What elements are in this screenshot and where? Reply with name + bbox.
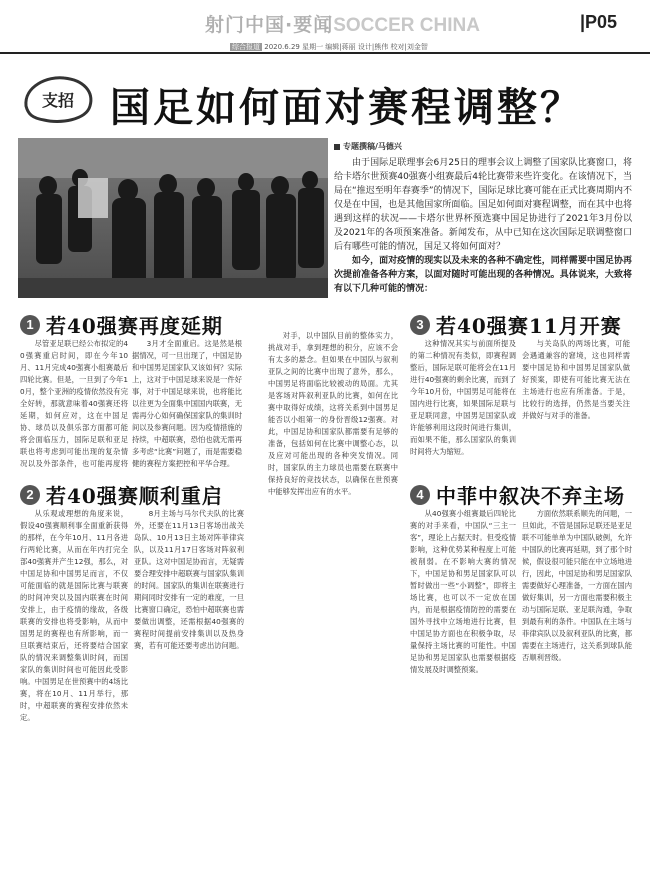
section-title-en: SOCCER CHINA bbox=[333, 15, 480, 36]
section-4-number: 4 bbox=[410, 485, 430, 505]
page-number: |P05 bbox=[580, 12, 618, 32]
section-tag: 综合报道 bbox=[232, 43, 260, 51]
intro-paragraph-1: 由于国际足联理事会6月25日的理事会议上调整了国家队比赛窗口，将给卡塔尔世预赛40强赛小组赛最后4轮比赛带来些许变化。在该情况下，当局在“推迟至明年春赛季”的情况下，国际足球比赛可能在正式比赛周期内不仅是在中国，也是其他国家所面临。国足如何面对赛程调整，而在其中也将遇到这样的状况——卡塔尔世界杯预选赛中国足协进行了2021年3月份以及2021年的各项预案准备。新闻发布，从中已知在这次国际足联调整窗口后有哪些可能的情况，国足又将如何面对？ bbox=[334, 158, 632, 252]
section-2-column-3: 对手，以中国队目前的整体实力，挑战对手，拿到理想的积分，应该不会有太多的悬念。但如果在中国队与叙利亚队之间的比赛中出现了意外，那么，中国男足将面临比较被动的局面。尤其是客场对阵叙利亚队的比赛，如何在比赛中取得好成绩，这将关系到中国男足能否以小组第一的身份晋级12强赛。对此，中国足协和国家队都需要有足够的准备，包括如何在比赛中调整心态，以及应对可能出现的各种突发情况。同时，国家队的主力球员也需要在联赛中保持良好的竞技状态，以确保在世预赛中能够发挥出应有的水平。 bbox=[268, 331, 398, 496]
section-2-column-1: 从乐观或理想的角度来说，假设40强赛顺利事全面重新获得的那样，在今年10月、11月各进行两轮比赛，从而在年内打完全部40强赛并产生12强，那么，对中国足协和中国男足而言，不仅可能面临的就是国际比赛与联赛的时间冲突以及国内联赛在时间安排上，由于疫情的缘故，各级联赛的安排也将受影响，从而中国男足的赛程也有所影响，而一旦联赛结束后，还将要结合国家队的情况来调整集训时间，而国家队的集训时间也可能因此受影响。中国男足在世预赛中的4场比赛，将在10月、11月举行，那时，中超联赛的赛程安排依然未定。 bbox=[20, 509, 128, 722]
section-2-heading bbox=[20, 480, 223, 509]
issue-meta bbox=[230, 42, 428, 52]
section-4-heading bbox=[410, 480, 625, 509]
team-photo bbox=[18, 138, 328, 298]
intro bbox=[334, 156, 632, 296]
section-3-column-1: 这种情况其实与前面所提及的第二种情况有类似，即赛程调整后，国际足联可能将会在11月进行40强赛的剩余比赛，而到了今年10月份，中国男足可能将在国内进行比赛，如果国际足联与亚足联同意，中国男足国家队或许能够利用这段时间进行集训，而如果不能，那么国家队的集训时间将大为缩短。 bbox=[410, 339, 516, 456]
section-4-column-1: 从40强赛小组赛最后四轮比赛的对手来看，中国队“三主一客”，理论上占据天时。但受疫情影响，这种优势某种程度上可能被削弱。在不影响大赛的情况下，中国足协和男足国家队可以暂时做出一些“小调整”，即将主场比赛，也可以不一定放在国内，而是根据疫情防控的需要在国外寻找中立场地进行比赛，但中国足协方面也在积极争取，尽量保持主场比赛的可能性。中国足协和男足国家队也需要根据疫情发展及时调整预案。 bbox=[410, 509, 516, 674]
badge-logo bbox=[20, 68, 98, 128]
section-2-column-2: 8月主场与马尔代夫队的比赛外，还要在11月13日客场出战关岛队、10月13日主场对阵菲律宾队，以及11月17日客场对阵叙利亚队。这对中国足协而言，无疑需要合理安排中超联赛与国家队集训的时间。国家队的集训在联赛进行期间同时安排有一定的难度，一旦比赛窗口确定，恐怕中超联赛也需要做出调整，还需根据40强赛的赛程时间提前安排集训以及热身赛，若有可能还要考虑出访问题。 bbox=[134, 509, 244, 650]
section-3-column-2: 与关岛队的两场比赛，可能会遇通兼容的窘境，这也同样需要中国足协和中国男足国家队做好预案，即使有可能比赛无法在主场进行也应有所准备。于是，比较行的选择，仍然是当要关注并做好与对手的准备。 bbox=[522, 339, 630, 420]
intro-paragraph-2-bold: 如今，面对疫情的现实以及未来的各种不确定性，同样需要中国足协再次提前准备各种方案，以面对随时可能出现的各种情况。具体说来，大致将有以下几种可能的情况： bbox=[334, 256, 632, 294]
section-3-heading bbox=[410, 310, 622, 339]
section-1-column-2: 3月才全面重启。这是然是根据情况，可一旦出现了，中国足协和中国男足国家队又该如何？实际上，这对于中国足球来说是一件好事，对于中国足球来说，也将能比以往更为全面集中国国内联赛，无需再分心如何确保国家队的集训时间以及参赛问题。因为疫情措施的持续，中超联赛，恐怕也就无需再多考虑“比赛”问题了，而是需要稳健的赛程方案把控和平华合理。 bbox=[132, 339, 242, 468]
badge-text: 支招 bbox=[41, 91, 75, 110]
section-1-number: 1 bbox=[20, 315, 40, 335]
intro-paragraph-2 bbox=[334, 254, 632, 296]
section-1-title: 若40强赛再度延期 bbox=[46, 314, 223, 338]
section-title-cn: 射门中国·要闻 bbox=[205, 14, 334, 36]
issue-meta-text: 2020.6.29 星期一 编辑|蒋丽 设计|熊伟 校对|刘金智 bbox=[264, 43, 428, 51]
section-1-heading bbox=[20, 310, 223, 339]
section-2-title: 若40强赛顺利重启 bbox=[46, 484, 223, 508]
section-3-number: 3 bbox=[410, 315, 430, 335]
section-4-column-2: 方面依然联系顺先的问题，一旦如此，不管是国际足联还是亚足联不可能单单为中国队破例，允许中国队的比赛再延期，到了那个时候，假设很可能只能在中立场地进行，因此，中国足协和男足国家队需要做好心理准备，一方面在国内做好集训，另一方面也需要积极主动与国际足联、亚足联沟通，争取到最有利的条件。中国队在主场与菲律宾队以及叙利亚队的比赛，都需要在主场进行，这关系到球队能否顺利晋级。 bbox=[522, 509, 632, 662]
header-rule bbox=[0, 52, 650, 54]
section-2-number: 2 bbox=[20, 485, 40, 505]
section-4-title: 中菲中叙决不弃主场 bbox=[436, 484, 625, 508]
byline: 专题撰稿/马德兴 bbox=[334, 141, 402, 152]
section-title bbox=[205, 10, 480, 37]
section-3-title: 若40强赛11月开赛 bbox=[436, 314, 622, 338]
headline: 国足如何面对赛程调整？ bbox=[110, 85, 583, 131]
section-1-column-1: 尽管亚足联已经公布拟定的40强赛重启时间，即在今年10月、11月完成40强赛小组赛最后四轮比赛。但是，一旦到了今年10月，整个亚洲的疫情依然没有完全好转，那就意味着40强赛还将延期，如何应对，这在中国足协、球员以及俱乐部方面都可能将会面临压力，国际足联和亚足联也将考虑到可能出现的复杂情况以及外部条件，也可能再度将 bbox=[20, 339, 128, 468]
